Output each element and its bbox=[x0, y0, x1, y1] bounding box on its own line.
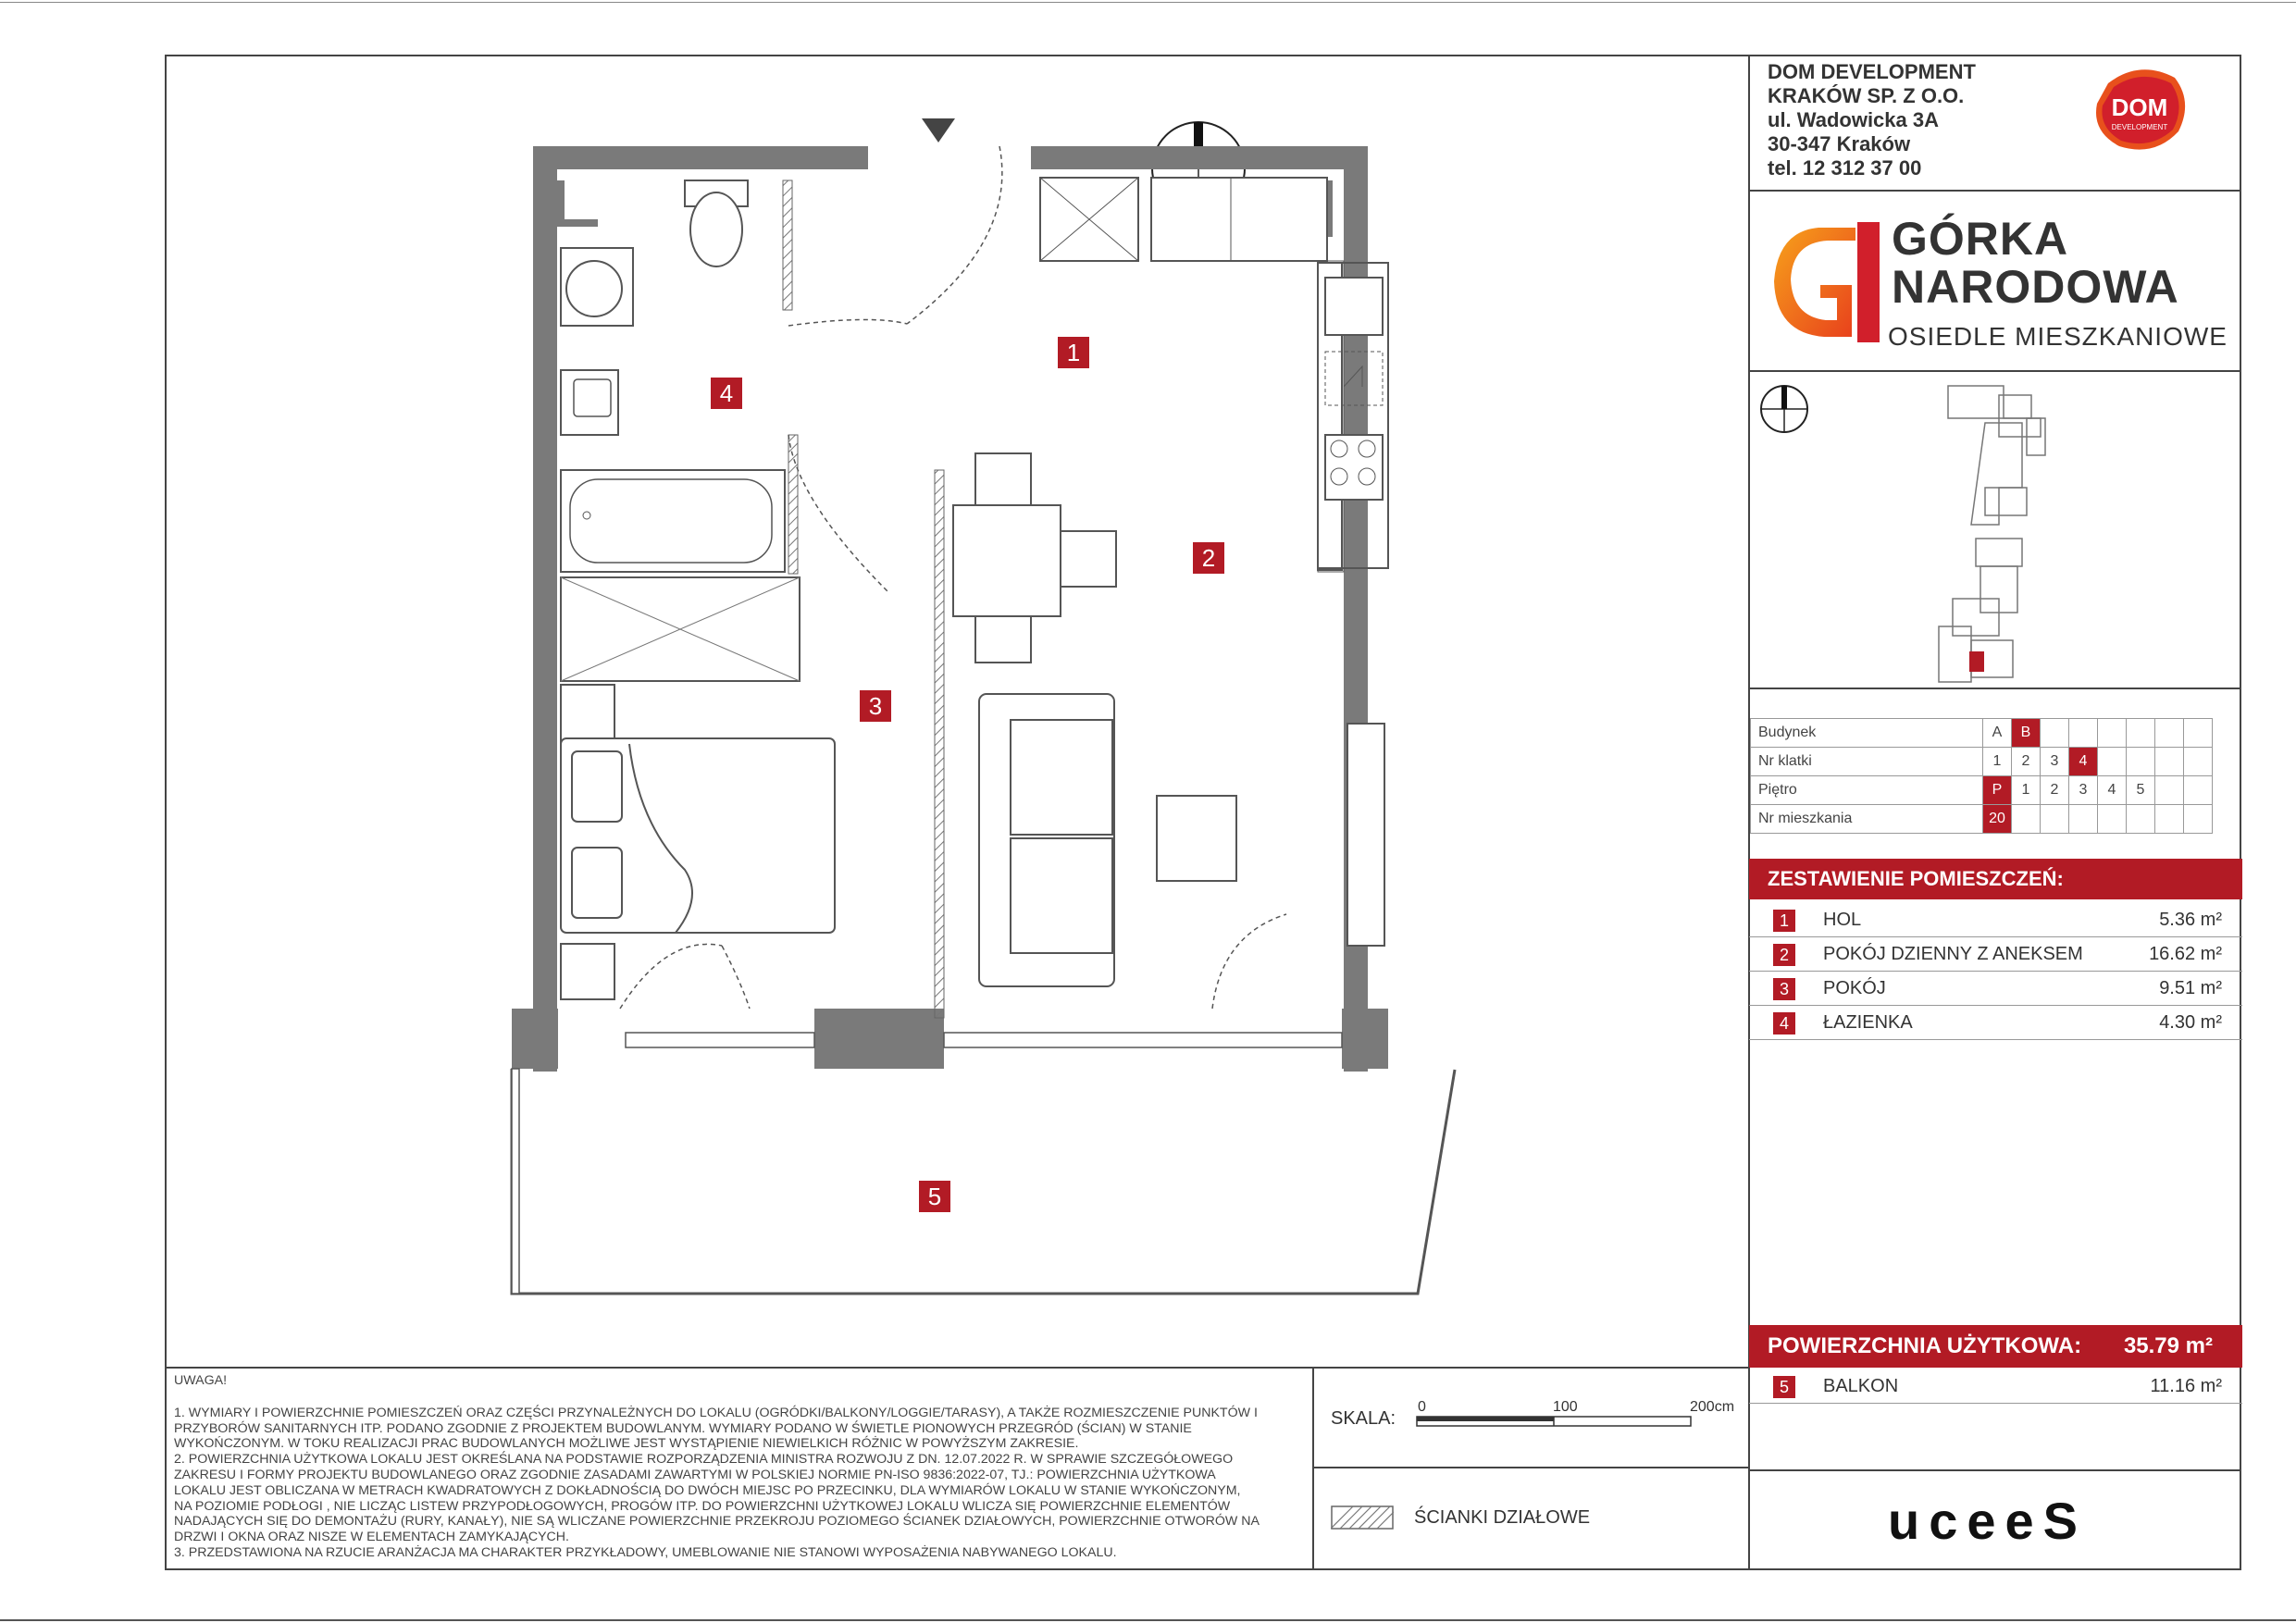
room-label-5 bbox=[919, 1181, 950, 1212]
notes-line: NA POZIOMIE PODŁOGI , NIE LICZĄC LISTEW PRZYPODŁOGOWYCH, PROGÓW ITP. DO POWIERZCHNI UŻYTKOWEJ LOKALU WLICZA SIĘ POWIERZCHNIE ELEMENTÓW bbox=[174, 1498, 1231, 1514]
sidebar-divider-3 bbox=[1748, 688, 2241, 689]
room-label-3 bbox=[860, 690, 891, 722]
room-name: POKÓJ DZIENNY Z ANEKSEM bbox=[1823, 944, 2083, 964]
info-cell: 4 bbox=[2098, 776, 2127, 805]
info-cell-selected: 20 bbox=[1983, 805, 2012, 834]
project-name-line2: NARODOWA bbox=[1892, 261, 2179, 313]
sidebar-divider-1 bbox=[1748, 190, 2241, 192]
room-name: BALKON bbox=[1823, 1376, 1899, 1396]
info-cell: 1 bbox=[1983, 748, 2012, 776]
hatch-legend-icon bbox=[1331, 1505, 1394, 1531]
room-row-3 bbox=[1749, 972, 2242, 1006]
company-address bbox=[1768, 60, 1976, 180]
room-name: POKÓJ bbox=[1823, 978, 1886, 998]
footer-divider-2 bbox=[1312, 1467, 1749, 1468]
notes-line: 2. POWIERZCHNIA UŻYTKOWA LOKALU JEST OKREŚLANA NA PODSTAWIE ROZPORZĄDZENIA MINISTRA ROZWOJU Z DN. 12.07.2022 R. W SPRAWIE SZCZEGÓŁOWEGO bbox=[174, 1452, 1234, 1468]
info-cell bbox=[2155, 719, 2184, 748]
info-cell: 3 bbox=[2041, 748, 2069, 776]
svg-text:5: 5 bbox=[927, 1183, 942, 1210]
room-row-balcony bbox=[1749, 1369, 2242, 1404]
info-cell bbox=[2184, 719, 2213, 748]
room-name: ŁAZIENKA bbox=[1823, 1012, 1913, 1033]
room-label-1 bbox=[1058, 337, 1089, 368]
svg-text:1: 1 bbox=[1066, 339, 1081, 366]
sidebar-divider-4 bbox=[1748, 1469, 2241, 1471]
info-cell bbox=[2127, 805, 2155, 834]
info-cell: 1 bbox=[2012, 776, 2041, 805]
floor-plan bbox=[500, 102, 1592, 1323]
notes bbox=[174, 1373, 1294, 1561]
info-cell: 3 bbox=[2069, 776, 2098, 805]
notes-line: NADAJĄCYCH SIĘ DO DEMONTAŻU (RURY, KANAŁY), NIE SĄ WLICZANE POWIERZCHNIE PRZEKROJU POZIOMEGO ŚCIANEK DZIAŁOWYCH, POWIERZCHNIE OTWORÓW NA bbox=[174, 1514, 1260, 1530]
notes-line: WYKOŃCZONYM. W TOKU REALIZACJI PRAC BUDOWLANYCH MOŻLIWE JEST WYSTĄPIENIE NIEWIELKICH RÓŻNIC W POWYŻSZYM ZAKRESIE. bbox=[174, 1436, 1079, 1452]
footer-divider bbox=[165, 1367, 1749, 1369]
room-row-2 bbox=[1749, 937, 2242, 972]
info-cell bbox=[2127, 719, 2155, 748]
room-row-4 bbox=[1749, 1006, 2242, 1040]
info-cell bbox=[2184, 748, 2213, 776]
info-row-klatka bbox=[1751, 748, 2213, 776]
ucees-logo-text: uceeS bbox=[1888, 1492, 2087, 1550]
info-cell bbox=[2098, 719, 2127, 748]
ucees-logo bbox=[1888, 1492, 2087, 1550]
room-number-badge: 1 bbox=[1773, 910, 1795, 932]
notes-title: UWAGA! bbox=[174, 1373, 228, 1388]
project-name-line1: GÓRKA bbox=[1892, 213, 2069, 265]
compass-small-icon bbox=[1761, 386, 1807, 432]
scale-tick-200: 200cm bbox=[1690, 1399, 1735, 1415]
company-line: KRAKÓW SP. Z O.O. bbox=[1768, 84, 1965, 107]
room-name: HOL bbox=[1823, 910, 1862, 930]
info-label: Nr klatki bbox=[1751, 748, 1983, 776]
project-name bbox=[1892, 215, 2179, 311]
room-number-badge: 2 bbox=[1773, 944, 1795, 966]
dom-development-logo bbox=[2090, 65, 2190, 155]
company-line: ul. Wadowicka 3A bbox=[1768, 108, 1940, 131]
room-area: 16.62 m² bbox=[2149, 944, 2222, 964]
top-rule bbox=[0, 2, 2296, 3]
footer-divider-1 bbox=[1312, 1367, 1314, 1570]
info-row-budynek bbox=[1751, 719, 2213, 748]
svg-text:DEVELOPMENT: DEVELOPMENT bbox=[2111, 123, 2168, 131]
info-cell bbox=[2041, 805, 2069, 834]
usable-area-value: 35.79 m² bbox=[2123, 1333, 2213, 1358]
room-number-badge: 5 bbox=[1773, 1376, 1795, 1398]
info-cell bbox=[2184, 776, 2213, 805]
info-cell bbox=[2098, 748, 2127, 776]
info-cell bbox=[2041, 719, 2069, 748]
room-area: 5.36 m² bbox=[2159, 910, 2222, 930]
company-line: DOM DEVELOPMENT bbox=[1768, 60, 1976, 83]
room-label-4 bbox=[711, 378, 742, 409]
info-cell bbox=[2098, 805, 2127, 834]
bottom-rule bbox=[0, 1619, 2296, 1621]
info-cell: 2 bbox=[2012, 748, 2041, 776]
notes-line: ZAKRESU I FORMY PROJEKTU BUDOWLANEGO ORAZ ZGODNIE ZASADAMI ZAWARTYMI W POLSKIEJ NORMIE PN-ISO 9836:2022-07, TJ.: POWIERZCHNIA UŻYTKOWA bbox=[174, 1467, 1216, 1482]
info-cell bbox=[2155, 776, 2184, 805]
info-cell bbox=[2155, 748, 2184, 776]
notes-line: 1. WYMIARY I POWIERZCHNIE POMIESZCZEŃ ORAZ CZĘŚCI PRZYNALEŻNYCH DO LOKALU (OGRÓDKI/BALKONY/LOGGIE/TARASY), A TAKŻE ROZMIESZCZENIE PUNKTÓW I bbox=[174, 1405, 1258, 1420]
info-cell bbox=[2127, 748, 2155, 776]
info-cell-selected: P bbox=[1983, 776, 2012, 805]
project-subtitle: OSIEDLE MIESZKANIOWE bbox=[1888, 322, 2228, 351]
notes-line: LOKALU JEST OBLICZANA W METRACH KWADRATOWYCH Z DOKŁADNOŚCIĄ DO DWÓCH MIEJSC PO PRZECINKU, DLA WYMIARÓW LOKALU W STANIE WYKOŃCZONYM, bbox=[174, 1482, 1241, 1498]
room-area: 11.16 m² bbox=[2150, 1376, 2222, 1396]
entrance-arrow-icon bbox=[922, 118, 955, 142]
info-cell-selected: B bbox=[2012, 719, 2041, 748]
info-cell-selected: 4 bbox=[2069, 748, 2098, 776]
svg-text:4: 4 bbox=[719, 379, 734, 407]
scale-label: SKALA: bbox=[1331, 1408, 1396, 1429]
scale-tick-100: 100 bbox=[1553, 1399, 1578, 1415]
notes-line: PRZYBORÓW SANITARNYCH ITP. PODANO ZGODNIE Z PROJEKTEM BUDOWLANYM. WYMIARY PODANO W ŚWIETLE PIONOWYCH PRZEGRÓD (ŚCIAN) W STANIE bbox=[174, 1420, 1192, 1436]
gorka-narodowa-logo-mark bbox=[1772, 220, 1883, 350]
info-row-mieszkanie bbox=[1751, 805, 2213, 834]
info-cell bbox=[2069, 805, 2098, 834]
usable-area-label: POWIERZCHNIA UŻYTKOWA: bbox=[1768, 1333, 2082, 1358]
notes-line: DRZWI I OKNA ORAZ NISZE W ELEMENTACH ZAMYKAJĄCYCH. bbox=[174, 1530, 569, 1545]
info-cell bbox=[2155, 805, 2184, 834]
svg-text:2: 2 bbox=[1201, 544, 1216, 572]
info-cell bbox=[2012, 805, 2041, 834]
usable-area-total bbox=[1749, 1325, 2242, 1368]
room-row-1 bbox=[1749, 903, 2242, 937]
info-cell: A bbox=[1983, 719, 2012, 748]
info-row-pietro bbox=[1751, 776, 2213, 805]
notes-line: 3. PRZEDSTAWIONA NA RZUCIE ARANŻACJA MA CHARAKTER PRZYKŁADOWY, UMEBLOWANIE NIE STANOWI WYPOSAŻENIA NABYWANEGO LOKALU. bbox=[174, 1544, 1117, 1560]
room-number-badge: 4 bbox=[1773, 1012, 1795, 1035]
company-line: 30-347 Kraków bbox=[1768, 132, 1911, 155]
room-area: 4.30 m² bbox=[2159, 1012, 2222, 1033]
info-cell: 2 bbox=[2041, 776, 2069, 805]
room-number-badge: 3 bbox=[1773, 978, 1795, 1000]
info-cell: 5 bbox=[2127, 776, 2155, 805]
scale-tick-0: 0 bbox=[1418, 1399, 1426, 1415]
rooms-heading: ZESTAWIENIE POMIESZCZEŃ: bbox=[1749, 859, 2242, 899]
unit-info-table bbox=[1750, 718, 2213, 834]
legend-label: ŚCIANKI DZIAŁOWE bbox=[1414, 1507, 1591, 1528]
site-plan bbox=[1749, 372, 2242, 687]
info-label: Budynek bbox=[1751, 719, 1983, 748]
scale-bar bbox=[1416, 1416, 1694, 1431]
info-cell bbox=[2069, 719, 2098, 748]
room-area: 9.51 m² bbox=[2159, 978, 2222, 998]
info-cell bbox=[2184, 805, 2213, 834]
svg-text:DOM: DOM bbox=[2111, 93, 2168, 121]
info-label: Piętro bbox=[1751, 776, 1983, 805]
company-line: tel. 12 312 37 00 bbox=[1768, 156, 1922, 180]
room-label-2 bbox=[1193, 542, 1224, 574]
svg-text:3: 3 bbox=[868, 692, 883, 720]
info-label: Nr mieszkania bbox=[1751, 805, 1983, 834]
